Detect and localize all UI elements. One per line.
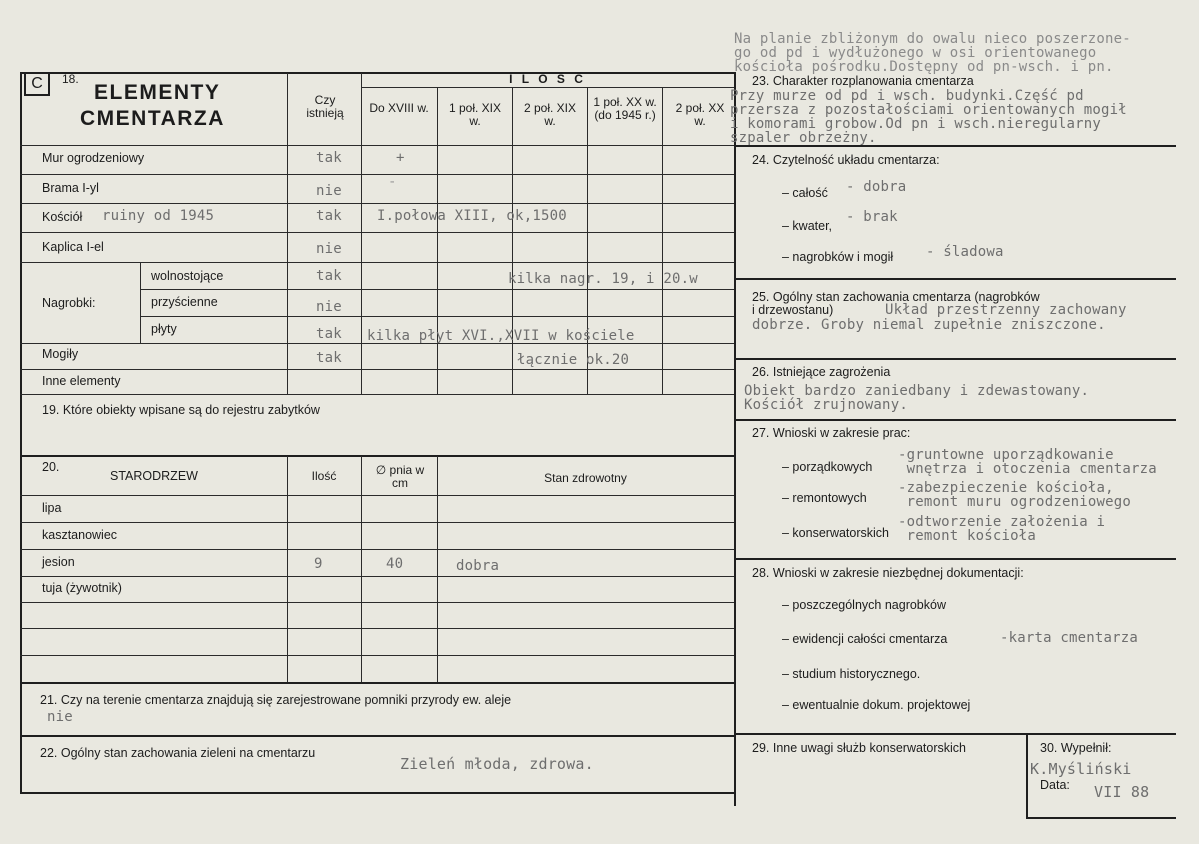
- s27-item-value-line-2: remont muru ogrodzeniowego: [898, 494, 1131, 510]
- row-mur-exists: tak: [316, 150, 342, 166]
- s23-label: 23. Charakter rozplanowania cmentarza: [752, 74, 974, 88]
- row-mogily-label: Mogiły: [42, 347, 79, 361]
- s30-date-value: VII 88: [1094, 783, 1150, 801]
- s23-line-2: przersza z pozostałościami orientowanych mogił: [730, 102, 1127, 118]
- s26-line-1: Obiekt bardzo zaniedbany i zdewastowany.: [744, 383, 1090, 399]
- row-przysc-label: przyścienne: [151, 295, 218, 309]
- period-1: Do XVIII w.: [369, 101, 429, 115]
- row-kosciol-exists: tak: [316, 208, 342, 224]
- s23-line-4: szpaler obrzeżny.: [730, 130, 877, 146]
- s18-title-2: CMENTARZA: [80, 107, 225, 130]
- period-4: 1 poł. XX w. (do 1945 r.): [593, 95, 657, 122]
- s27-item-value-line-1: -odtworzenie założenia i: [898, 514, 1106, 530]
- row-mur-label: Mur ogrodzeniowy: [42, 151, 145, 165]
- tree-name: tuja (żywotnik): [42, 581, 122, 595]
- s25-label-2: i drzewostanu): [752, 303, 834, 317]
- row-nagrobki-label: Nagrobki:: [42, 296, 96, 310]
- tree-name: lipa: [42, 501, 62, 515]
- tree-count: 9: [314, 556, 323, 572]
- period-2: 1 poł. XIX w.: [448, 101, 502, 128]
- s28-item-label: – poszczególnych nagrobków: [782, 598, 946, 612]
- row-mogily-detail: łącznie ok.20: [517, 352, 630, 368]
- s18-title-1: ELEMENTY: [94, 81, 221, 104]
- section-letter: C: [24, 72, 50, 96]
- s28-label: 28. Wnioski w zakresie niezbędnej dokumentacji:: [752, 566, 1024, 580]
- row-mogily-exists: tak: [316, 350, 342, 366]
- tree-diam: 40: [386, 556, 404, 572]
- s25-label: 25. Ogólny stan zachowania cmentarza (nagrobków: [752, 290, 1040, 304]
- top-note: [734, 18, 1131, 74]
- s22-value: Zieleń młoda, zdrowa.: [400, 755, 594, 773]
- tree-name: jesion: [42, 555, 75, 569]
- col-count: Ilość: [311, 469, 337, 483]
- row-kaplica-exists: nie: [316, 241, 342, 257]
- row-wolno-label: wolnostojące: [151, 269, 224, 283]
- s23-line-3: i komorami grobow.Od pn i wsch.nieregularny: [730, 116, 1102, 132]
- s27-item-label: – konserwatorskich: [782, 526, 889, 540]
- s26-value: [744, 384, 1089, 412]
- col-ilosc: I L O Ś C: [509, 72, 586, 86]
- period-5: 2 poł. XX w.: [675, 101, 725, 128]
- s26-label: 26. Istniejące zagrożenia: [752, 365, 891, 379]
- s30-value: K.Myśliński: [1030, 760, 1132, 778]
- s19-label: 19. Które obiekty wpisane są do rejestru zabytków: [42, 403, 320, 417]
- top-note-line-2: go od pd i wydłużonego w osi orientowanego: [734, 45, 1097, 61]
- s24-item-label: – całość: [782, 186, 828, 200]
- row-plyty-exists: tak: [316, 326, 342, 342]
- col-health: Stan zdrowotny: [544, 471, 627, 485]
- row-kosciol-note: ruiny od 1945: [102, 208, 215, 224]
- s21-label: 21. Czy na terenie cmentarza znajdują się zarejestrowane pomniki przyrody ew. aleje: [40, 693, 512, 707]
- top-note-line-1: Na planie zbliżonym do owalu nieco poszerzone-: [734, 31, 1131, 47]
- s25-value-1: Układ przestrzenny zachowany: [885, 302, 1127, 318]
- row-kosciol-detail: I.połowa XIII, ok,1500: [377, 208, 567, 224]
- row-brama-label: Brama I-yl: [42, 181, 99, 195]
- s27-item-value: [898, 481, 1131, 509]
- row-plyty-detail: kilka płyt XVI.,XVII w kościele: [367, 328, 635, 344]
- s28-item-label: – studium historycznego.: [782, 667, 921, 681]
- s27-item-label: – remontowych: [782, 491, 867, 505]
- s25-value-2: dobrze. Groby niemal zupełnie zniszczone.: [752, 317, 1106, 333]
- s27-item-label: – porządkowych: [782, 460, 873, 474]
- s21-value: nie: [47, 709, 73, 725]
- s24-item-label: – nagrobków i mogił: [782, 250, 894, 264]
- row-kaplica-label: Kaplica I-el: [42, 240, 104, 254]
- s22-label: 22. Ogólny stan zachowania zieleni na cmentarzu: [40, 746, 316, 760]
- s27-item-value-line-1: -gruntowne uporządkowanie: [898, 447, 1114, 463]
- s27-item-value-line-1: -zabezpieczenie kościoła,: [898, 480, 1114, 496]
- row-plyty-label: płyty: [151, 322, 177, 336]
- s24-item-value: - brak: [846, 209, 898, 225]
- row-kosciol-label: Kościół: [42, 210, 83, 224]
- s29-label: 29. Inne uwagi służb konserwatorskich: [752, 741, 967, 755]
- s24-item-value: - dobra: [846, 179, 907, 195]
- s24-label: 24. Czytelność układu cmentarza:: [752, 153, 940, 167]
- s20-title: STARODRZEW: [110, 469, 198, 483]
- row-wolno-exists: tak: [316, 268, 342, 284]
- s27-item-value-line-2: remont kościoła: [898, 528, 1037, 544]
- s27-item-value-line-2: wnętrza i otoczenia cmentarza: [898, 461, 1157, 477]
- period-3: 2 poł. XIX w.: [523, 101, 577, 128]
- s28-item-label: – ewentualnie dokum. projektowej: [782, 698, 971, 712]
- s27-item-value: [898, 448, 1157, 476]
- s27-label: 27. Wnioski w zakresie prac:: [752, 426, 911, 440]
- row-brama-mark: -: [388, 174, 397, 190]
- s27-item-value: [898, 515, 1105, 543]
- s28-item-label: – ewidencji całości cmentarza: [782, 632, 948, 646]
- top-note-line-3: kościoła pośrodku.Dostępny od pn-wsch. i pn.: [734, 59, 1114, 75]
- s30-date-label: Data:: [1040, 778, 1070, 792]
- s23-value: [730, 89, 1127, 145]
- row-brama-exists: nie: [316, 183, 342, 199]
- s20-number: 20.: [42, 460, 60, 474]
- tree-name: kasztanowiec: [42, 528, 118, 542]
- s18-number: 18.: [62, 72, 79, 86]
- row-mur-mark: +: [396, 150, 405, 166]
- tree-health: dobra: [456, 558, 500, 574]
- row-przysc-exists: nie: [316, 299, 342, 315]
- s28-item-value: -karta cmentarza: [1000, 630, 1139, 646]
- row-inne-label: Inne elementy: [42, 374, 121, 388]
- s23-line-1: Przy murze od pd i wsch. budynki.Część pd: [730, 88, 1084, 104]
- s30-label: 30. Wypełnił:: [1040, 741, 1112, 755]
- col-diam: ∅ pnia w cm: [375, 463, 425, 490]
- col-exists: Czy istnieją: [306, 93, 344, 120]
- row-wolno-detail: kilka nagr. 19, i 20.w: [508, 271, 698, 287]
- s24-item-label: – kwater,: [782, 219, 833, 233]
- s24-item-value: - śladowa: [926, 244, 1004, 260]
- s26-line-2: Kościół zrujnowany.: [744, 397, 908, 413]
